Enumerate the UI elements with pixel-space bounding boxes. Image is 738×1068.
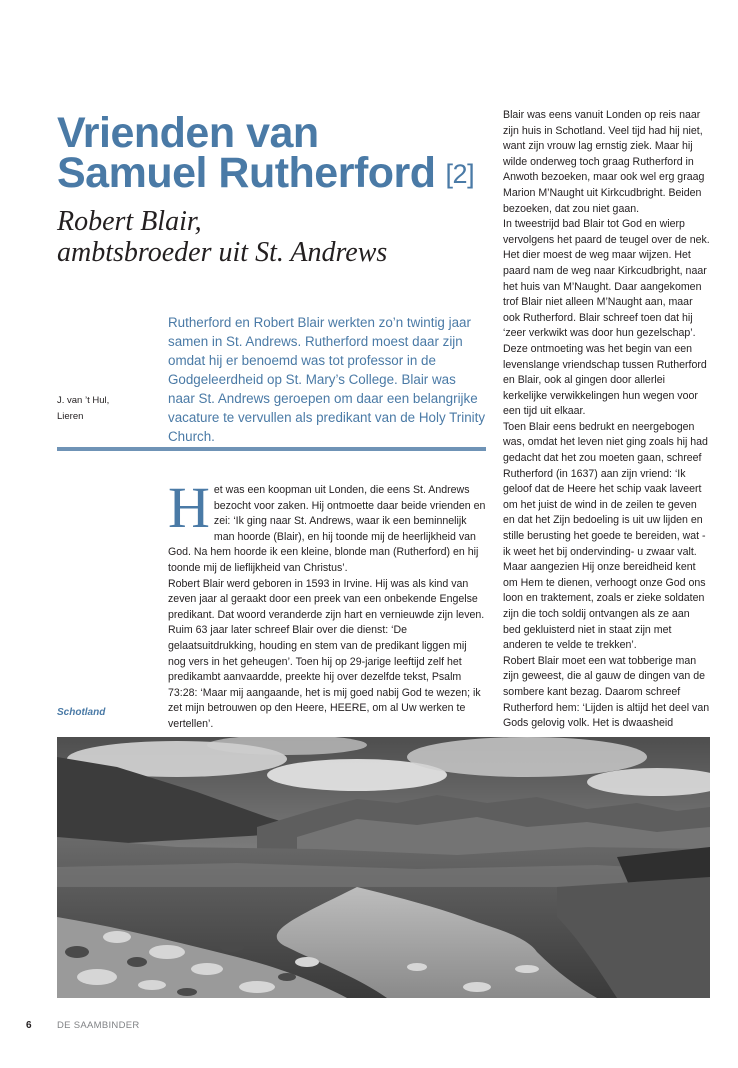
paragraph: Robert Blair moet een wat tobberige man zijn geweest, die al gauw de dingen van de sombere kant bezag. Daarom schreef Rutherford hem: ‘Lijden is altijd het deel van Gods gelovig volk. Het is dwaasheid (503, 654, 710, 730)
article-title-name: Samuel Rutherford (57, 149, 436, 197)
drop-cap: H (168, 475, 210, 540)
page-number: 6 (26, 1020, 32, 1031)
landscape-photo-illustration (57, 737, 710, 998)
article-title-line2 (57, 150, 474, 197)
paragraph: Deze ontmoeting was het begin van een levenslange vriendschap tussen Rutherford en Blair, ook al gingen door allerlei kerkelijke verwikkelingen hun wegen voor een tijd uit elkaar. (503, 342, 707, 418)
photo-caption: Schotland (57, 707, 106, 718)
author-place: Lieren (57, 411, 84, 422)
paragraph: Blair was eens vanuit Londen op reis naar zijn huis in Schotland. Veel tijd had hij niet, want zijn vrouw lag ernstig ziek. Maar hij wilde onderweg toch graag Rutherford in Anwoth bezoeken, maar ook wel erg graag Marion M’Naught uit Kirkcudbright. Beiden bezoeken, dat zou niet gaan. (503, 109, 705, 215)
paragraph: Toen Blair eens bedrukt en neergebogen was, omdat het leven niet ging zoals hij had gedacht dat het zou moeten gaan, schreef Rutherford (in 1637) aan zijn vriend: ‘Ik geloof dat de Heere het schip vaak laveert om het juist de wind in de zeilen te geven en dat het Zijn bedoeling is uit uw lijden en stille berusting het goede te bereiden, wat -ik weet het bij ondervinding- u zwaar valt. Maar aangezien Hij onze bereidheid kent om Hem te dienen, verhoogt onze God ons loon en traktement, zoals er zieke soldaten zijn die toch soldij ontvangen als ze aan bed gekluisterd niet in staat zijn met anderen te velde te trekken’. (503, 420, 708, 652)
section-divider (57, 447, 486, 451)
article-subtitle-line2: ambtsbroeder uit St. Andrews (57, 237, 388, 268)
body-column-left (168, 475, 486, 733)
article-subtitle-line1: Robert Blair, (57, 206, 202, 237)
article-title-line1: Vrienden van (57, 109, 319, 157)
author-credit (57, 393, 109, 425)
intro-paragraph: Rutherford en Robert Blair werkten zo’n twintig jaar samen in St. Andrews. Rutherford moest daar zijn omdat hij er benoemd was tot professor in de Godgeleerdheid op St. Mary’s College. Blair was naar St. Andrews geroepen om daar een belangrijke vacature te vervullen als predikant van de Holy Trinity Church. (168, 315, 486, 444)
paragraph: Ruim 63 jaar later schreef Blair over die dienst: ‘De gelaatsuitdrukking, houding en stem van de predikant liggen mij nog vers in het geheugen’. Toen hij op 29-jarige leeftijd zelf het predikambt aanvaardde, preekte hij over dezelfde tekst, Psalm 73:28: ‘Maar mij aangaande, het is mij goed nabij God te wezen; ik zet mijn betrouwen op den Heere, HEERE, om al Uw werken te vertellen’. (168, 624, 481, 730)
paragraph: Het was een koopman uit Londen, die eens St. Andrews bezocht voor zaken. Hij ontmoette daar beide vrienden en zei: ‘Ik ging naar St. Andrews, waar ik een beminnelijk man hoorde (Blair), en hij toonde mij de heerlijkheid van God. Na hem hoorde ik een kleine, blonde man (Rutherford) en hij toonde mij de lieflijkheid van Christus’. (168, 475, 486, 574)
paragraph: In tweestrijd bad Blair tot God en wierp vervolgens het paard de teugel over de nek. Het dier moest de weg maar wijzen. Het paard nam de weg naar Kirkcudbright, naar het huis van M’Naught. Daar aangekomen trof Blair niet alleen M’Naught aan, maar ook Rutherford. Blair schreef toen dat hij ‘zeer verkwikt was door hun gezelschap’. (503, 218, 710, 340)
article-series-number: [2] (445, 159, 475, 189)
body-column-right (503, 108, 710, 732)
author-name: J. van ’t Hul, (57, 395, 110, 406)
landscape-photo (57, 737, 710, 998)
paragraph: Robert Blair werd geboren in 1593 in Irvine. Hij was als kind van zeven jaar al geraakt door een preek van een onbekende Engelse predikant. Dat woord veranderde zijn hart en vernieuwde zijn leven. (168, 577, 485, 621)
magazine-name: DE SAAMBINDER (57, 1020, 140, 1031)
